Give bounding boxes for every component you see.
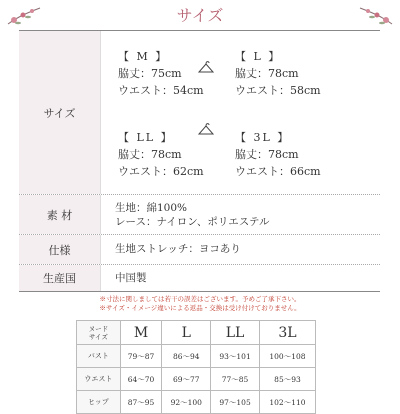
size-label: サイズ [19, 31, 101, 194]
size-length: 脇丈：75cm [118, 67, 182, 80]
spec-value: 生地ストレッチ：ヨコあり [115, 243, 241, 255]
size-name: 【 M 】 [118, 50, 169, 63]
size-block-3l [235, 129, 321, 180]
table-cell: 86〜94 [162, 345, 211, 368]
column-header: 3L [259, 321, 315, 345]
origin-row [19, 265, 380, 291]
size-block-l [235, 48, 321, 99]
size-waist: ウエスト：58cm [235, 84, 321, 97]
size-length: 脇丈：78cm [235, 148, 299, 161]
size-name: 【 3L 】 [235, 131, 291, 144]
table-cell: 100〜108 [259, 345, 315, 368]
table-cell: 79〜87 [120, 345, 162, 368]
row-label: ヒップ [77, 391, 121, 414]
size-name: 【 L 】 [235, 50, 282, 63]
hanger-icon [198, 60, 214, 74]
column-header: L [162, 321, 211, 345]
floral-ornament-icon [6, 4, 44, 28]
origin-value: 中国製 [115, 272, 147, 284]
table-row [77, 368, 316, 391]
table-cell: 77〜85 [211, 368, 260, 391]
table-cell: 97〜105 [211, 391, 260, 414]
material-row [19, 195, 380, 235]
size-block-ll [118, 129, 204, 180]
size-block-m [118, 48, 204, 99]
size-waist: ウエスト：54cm [118, 84, 204, 97]
table-cell: 69〜77 [162, 368, 211, 391]
column-header: LL [211, 321, 260, 345]
floral-ornament-icon [356, 4, 394, 28]
table-cell: 85〜93 [259, 368, 315, 391]
size-waist: ウエスト：62cm [118, 165, 204, 178]
size-name: 【 LL 】 [118, 131, 174, 144]
note-error: ※寸法に関しましては若干の誤差はございます。予めご了承下さい。 [99, 295, 301, 303]
table-row [77, 345, 316, 368]
material-line: 生地：綿100% [115, 202, 188, 214]
nude-size-header: ヌード サイズ [77, 321, 121, 345]
material-line: レース：ナイロン、ポリエステル [115, 216, 270, 228]
material-value [115, 195, 380, 229]
size-waist: ウエスト：66cm [235, 165, 321, 178]
page-title: サイズ [176, 6, 224, 25]
size-length: 脇丈：78cm [235, 67, 299, 80]
table-cell: 102〜110 [259, 391, 315, 414]
table-cell: 64〜70 [120, 368, 162, 391]
row-label: バスト [77, 345, 121, 368]
origin-label: 生産国 [19, 265, 101, 291]
table-cell: 87〜95 [120, 391, 162, 414]
note-returns: ※サイズ・イメージ違いによる返品・交換は受け付けておりません。 [99, 304, 301, 312]
column-header: M [120, 321, 162, 345]
size-length: 脇丈：78cm [118, 148, 182, 161]
table-cell: 92〜100 [162, 391, 211, 414]
row-label: ウエスト [77, 368, 121, 391]
spec-label: 仕様 [19, 235, 101, 264]
table-row [77, 391, 316, 414]
spec-row [19, 235, 380, 265]
hanger-icon [198, 122, 214, 136]
material-label: 素 材 [19, 195, 101, 234]
table-cell: 93〜101 [211, 345, 260, 368]
